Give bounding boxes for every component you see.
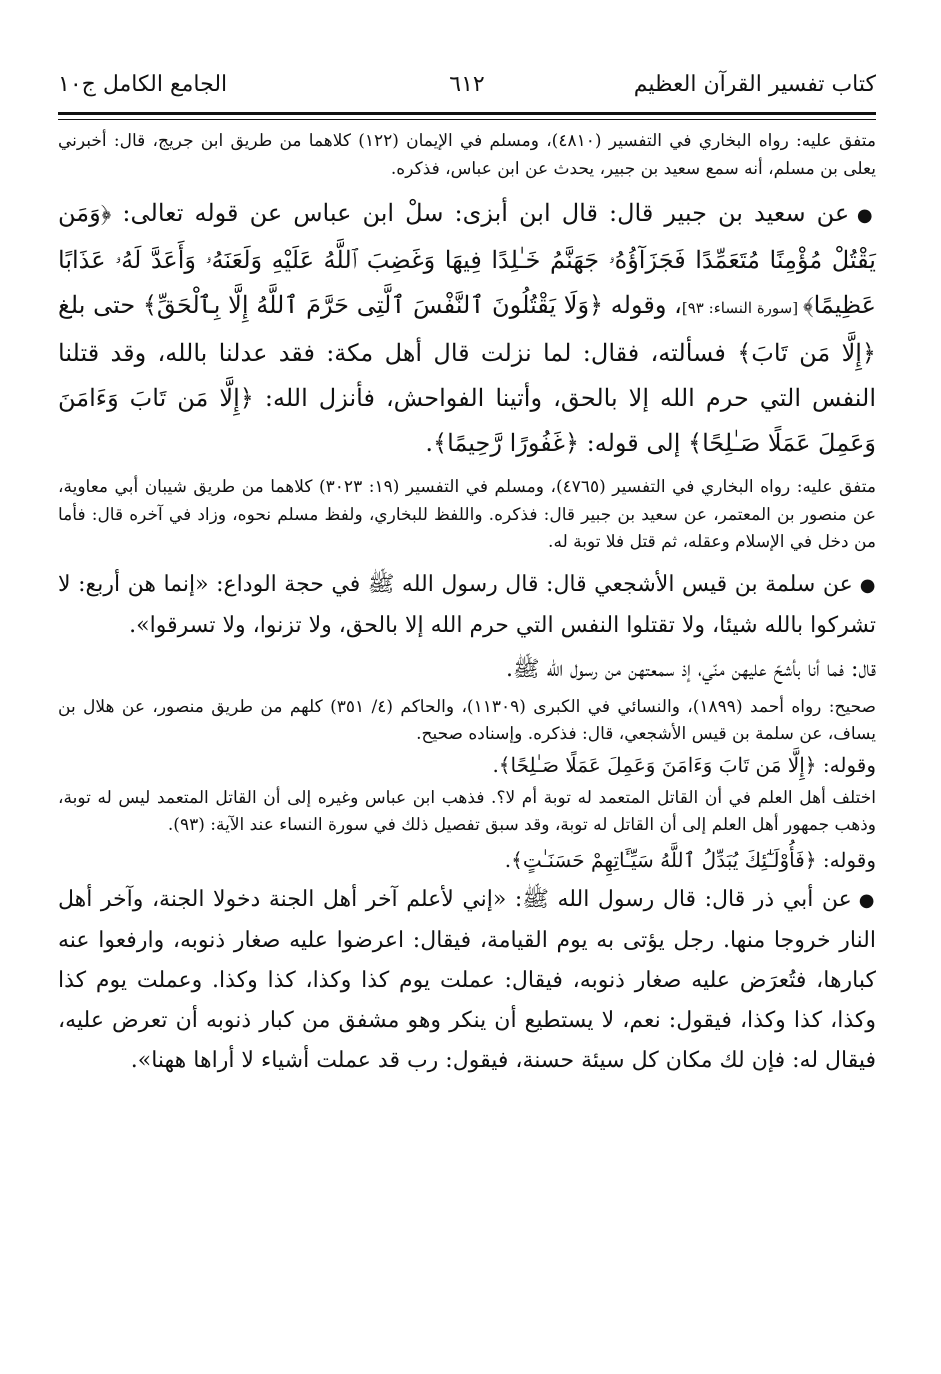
hadith-paragraph (58, 565, 876, 646)
hadith-text: فسألته، فقال: لما نزلت قال أهل مكة: فقد عدلنا بالله، وقد قتلنا النفس التي حرم الله إلا بالحق، وأتينا الفواحش، فأنزل الله: (58, 339, 876, 412)
takhrij-note: متفق عليه: رواه البخاري في التفسير (٤٧٦٥)، ومسلم في التفسير (١٩: ٣٠٢٣) كلاهما من طريق شيبان أبي معاوية، عن منصور بن المعتمر، عن سعيد بن جبير قال: فذكره. واللفظ للبخاري، ولفظ مسلم نحوه، وزاد في آخره قال: فأما من دخل في الإسلام وعقله، ثم قتل فلا توبة له. (58, 477, 876, 552)
hadith-text: عن سلمة بن قيس الأشجعي قال: قال رسول الله ﷺ في حجة الوداع: «إنما هن أربع: لا تشركوا بالله شيئا، ولا تقتلوا النفس التي حرم الله إلا بالحق، ولا تزنوا، ولا تسرقوا». (58, 571, 876, 638)
surah-reference: [سورة النساء: ٩٣] (681, 299, 803, 317)
qawl-label: وقوله: (816, 847, 876, 872)
quran-verse: ﴿إِلَّا مَن تَابَ﴾ (737, 339, 876, 367)
hadith-text: . (425, 429, 434, 457)
hadith-text: ، وقوله (603, 291, 682, 319)
quran-verse: ﴿وَمَن يَقْتُلْ مُؤْمِنًا مُتَعَمِّدًا فَجَزَآؤُهُۥ جَهَنَّمُ خَـٰلِدًا فِيهَا وَغَضِبَ ٱللَّهُ عَلَيْهِ وَلَعَنَهُۥ وَأَعَدَّ لَهُۥ عَذَابًا عَظِيمًا﴾ (58, 199, 877, 319)
volume-label: الجامع الكامل ج١٠ (58, 72, 228, 97)
quran-verse: ﴿وَلَا يَقْتُلُونَ ٱلنَّفْسَ ٱلَّتِى حَرَّمَ ٱللَّهُ إِلَّا بِٱلْحَقِّ﴾ (142, 291, 604, 319)
hadith-continuation: قال: فما أنا بأشحّ عليهن منّي، إذ سمعتهن من رسول الله ﷺ. (506, 656, 876, 682)
takhrij-note: صحيح: رواه أحمد (١٨٩٩)، والنسائي في الكبرى (١١٣٠٩)، والحاكم (٤/ ٣٥١) كلهم من طريق منصور، عن هلال بن يساف، عن سلمة بن قيس الأشجعي، قال: فذكره. وإسناده صحيح. (58, 696, 876, 744)
qawl-end: . (492, 752, 499, 777)
page-body (58, 128, 876, 1081)
hadith-text: عن سعيد بن جبير قال: قال ابن أبزى: سلْ ابن عباس عن قوله تعالى: (111, 199, 857, 227)
qawl-label: وقوله: (816, 752, 876, 777)
book-title: كتاب تفسير القرآن العظيم (633, 72, 876, 97)
quran-verse: ﴿غَفُورًا رَّحِيمًا﴾ (433, 429, 580, 457)
bullet-icon: ● (858, 889, 876, 911)
hadith-text: عن أبي ذر قال: قال رسول الله ﷺ: «إني لأعلم آخر أهل الجنة دخولا الجنة، وآخر أهل النار خروجا منها. رجل يؤتى به يوم القيامة، فيقال: اعرضوا عليه صغار ذنوبه، وارفعوا عنه كبارها، فتُعرَض عليه صغار ذنوبه، فيقال: عملت يوم كذا وكذا، كذا وكذا. وعملت يوم كذا وكذا، كذا وكذا، فيقول: نعم، لا يستطيع أن ينكر وهو مشفق من كبار ذنوبه أن تعرض عليه، فيقال له: فإن لك مكان كل سيئة حسنة، فيقول: رب قد عملت أشياء لا أراها ههنا». (58, 886, 876, 1073)
verse-heading (58, 844, 876, 876)
verse-heading (58, 749, 876, 781)
takhrij-note: متفق عليه: رواه البخاري في التفسير (٤٨١٠)، ومسلم في الإيمان (١٢٢) كلاهما من طريق ابن جريج، قال: أخبرني يعلى بن مسلم، أنه سمع سعيد بن جبير، يحدث عن ابن عباس، فذكره. (58, 131, 877, 179)
quran-verse: ﴿إِلَّا مَن تَابَ وَءَامَنَ وَعَمِلَ عَمَلًا صَـٰلِحًا﴾ (498, 752, 817, 777)
hadith-paragraph (58, 191, 876, 466)
bullet-icon: ● (856, 205, 876, 226)
commentary-paragraph: اختلف أهل العلم في أن القاتل المتعمد له توبة أم لا؟. فذهب ابن عباس وغيره إلى أن القاتل المتعمد ليس له توبة، وذهب جمهور أهل العلم إلى أن القاتل له توبة، وقد سبق تفصيل ذلك في سورة النساء عند الآية: (٩٣). (58, 787, 876, 835)
hadith-text: إلى قوله: (579, 429, 689, 457)
qawl-end: . (504, 847, 512, 872)
quran-verse: ﴿فَأُوْلَـٰٓئِكَ يُبَدِّلُ ٱللَّهُ سَيِّـَٔاتِهِمْ حَسَنَـٰتٍ﴾ (511, 847, 817, 872)
hadith-text: حتى بلغ (58, 291, 143, 319)
hadith-paragraph (58, 880, 876, 1081)
quran-verse: ﴿إِلَّا مَن تَابَ وَءَامَنَ وَعَمِلَ عَمَلًا صَـٰلِحًا﴾ (58, 384, 876, 457)
header-rule-thin (58, 119, 876, 120)
header-rule-thick (58, 112, 876, 115)
bullet-icon: ● (859, 574, 876, 596)
running-header (58, 66, 876, 106)
page-number: ٦١٢ (449, 72, 485, 97)
